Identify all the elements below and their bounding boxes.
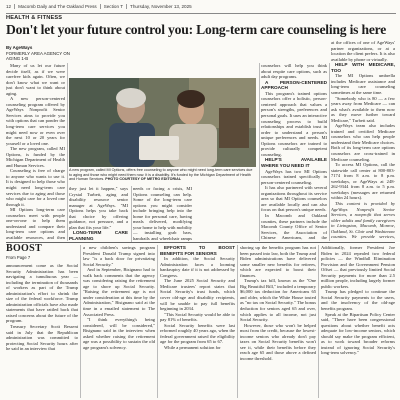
photo-illustration <box>69 78 256 167</box>
boost-column-3 <box>160 245 235 398</box>
paragraph: However, those who won't be helped most from the credit, because the lowest-income seniors who already don't pay taxes on Social Security benefits won't see it, while their benefits before they reach age 65 and those above a defined income threshold. <box>240 322 316 361</box>
section-label: HEALTH & FITNESS <box>6 15 63 21</box>
page-header <box>6 4 396 14</box>
section-name: Section T <box>103 4 124 9</box>
article-column-2 <box>69 186 128 242</box>
paragraph: Additionally, former President Joe Biden in 2024 repealed two federal policies — the Windfall Elimination Provision and the Government Pension Offset — that previously limited Social Security payments for more than 2.5 million people, including largely former public workers. <box>321 245 395 289</box>
paragraph: A new person-centered counseling program offered by AgeWays Nonprofit Senior Services aims to provide you with options that can ponder the long-term care services you might need now or even over the next 10 or 20 years for yourself or a loved one. <box>6 96 65 146</box>
paragraph: Speak at the Bipartisan Policy Center said, "There have been congressional questions about whether benefit acts adequate for low-income seniors, which should say make the program efficient, as to work toward broader reforms instead of ignoring Social Security's long-term solvency." <box>321 311 395 356</box>
page-number: 12 <box>6 4 12 9</box>
byline-org2: AGING 1-B <box>6 56 29 62</box>
boost-jump-line: From Page 7 <box>6 255 31 260</box>
caption-credit: PHOTO COURTESY OF METRO EDITORIAL <box>105 177 182 181</box>
subhead-efforts: EFFORTS TO BOOST BENEFITS FOR SENIORS <box>160 245 235 256</box>
byline-author: By AgeWays <box>6 45 33 50</box>
paragraph: Treasury Secretary Scott Bessent said in July that the Republican administration was committed to protecting Social Security hours after he said in an interview that <box>6 324 78 352</box>
paragraph: The MI Options umbrella includes Medicare assistance and long-term care counseling sometimes at the same time. <box>331 73 395 96</box>
paper-name: Macomb Daily and The Oakland Press <box>18 4 97 9</box>
paragraph: And in September, Bisignano had to walk back comments that the agency was considering raising the retirement age to shore up Social Security. "Raising the retirement age is not under consideration at this time by the Administration," Bisignano said at the time in a emailed statement to The Associated Press. <box>83 267 155 317</box>
paragraph: In Macomb and Oakland counties, these partners include the Macomb County Office of Senior Services, the Association of Chinese Americans, and the <box>261 212 327 241</box>
paragraph: "Somebody who is 80 — a few years away from Medicare — can ask what's available to them now as they move further toward Medicare," Turbett said. <box>331 95 395 123</box>
caption-text: A new program, called MI Options, offers free counseling to anyone who might need long-term care services due to aging and those who might need them now. It is a disability. It's funded by the Michigan Department of Health and Human Services. <box>69 168 253 181</box>
paragraph: they just let it happen," says Crystal Turbett, aging and disability resource senior manager at AgeWays. "MI Options helps you take back that choice by offering guidance, not pressure, and a plan that fits your life." <box>69 186 128 230</box>
byline <box>6 45 70 62</box>
paragraph-sponsor: This content is provided by AgeWays Nonprofit Senior Services, a nonprofit that serves older adults and family caregivers in Livingston, Macomb, Monroe, Oakland, St. Clair and Washtenaw counties. We provide services, <box>331 200 395 240</box>
issue-date: Thursday, November 13, 2025 <box>130 4 192 9</box>
boost-column-1 <box>6 263 78 398</box>
section-divider <box>6 242 395 243</box>
headline: Don't let your future control you: Long-term care counseling is here <box>6 22 387 37</box>
boost-column-5 <box>321 245 395 398</box>
article-photo <box>69 78 256 167</box>
paragraph: a new children's savings program President Donald Trump signed into law "is a back door for privatizing Social Security." <box>83 245 155 267</box>
article-column-3 <box>133 186 192 242</box>
paragraph: This program's trained options counselors offer a holistic, person-centered approach that values a person's strengths, preferences and personal goals. It uses an interactive counseling process to build relationships and establish trust in order to understand a person's unique preferences and needs. MI Options counselors are trained to provide culturally competent counseling. <box>261 90 327 157</box>
subhead-medicare: HELP WITH MEDICARE, TOO <box>331 62 395 73</box>
subhead-help-available: HELP'S AVAILABLE WHERE YOU NEED IT <box>261 157 327 168</box>
paragraph: Counseling is free of charge to anyone who wants to use it. It is designed to help those who might need long-term care services due to aging and those who might care for a loved one through it. <box>6 168 65 207</box>
paragraph: In addition, the Social Security Administration faces a looming bankruptcy date if it is not addressed by Congress. <box>160 256 235 278</box>
photo-caption <box>69 168 255 182</box>
paragraph: MI Options long-term care counselors meet with people one-on-one to help them understand and compare their long-term care options and available resources, and then <box>6 207 65 240</box>
boost-title: BOOST <box>6 243 42 254</box>
article-column-1 <box>6 63 65 241</box>
paragraph: shoring up the benefits program has not been passed into law, both the Trump and Biden administrations have delivered some smaller new benefits for retirees, which are expected to boost their finances. <box>240 245 316 278</box>
subhead-long-term-care: LONG-TERM CARE PLANNING <box>69 230 128 241</box>
paragraph: "This Social Security would be able to pay 81% of benefits. <box>160 311 235 323</box>
paragraph: The June 2025 Social Security and Medicare trustees' report states that Social Security's trust funds, which cover old-age and disability recipients, will be unable to pay full benefits beginning in 2034. <box>160 278 235 312</box>
paragraph: needs or facing a crisis, MI Options counseling can help. Some of the long-term care options you might consider include bringing help into the home for personal care, having meals delivered, modifying your home to help with mobility — installing grab bars, handrails and wheelchair ramps <box>133 186 192 241</box>
paragraph: The new program, called MI Options, is funded by the Michigan Department of Health and Human Services. <box>6 146 65 168</box>
boost-column-2 <box>83 245 155 398</box>
paragraph: Trump has pledged to continue the Social Security payments to the users, and the insolvency of the old-age benefits program. <box>321 289 395 312</box>
boost-column-4 <box>240 245 316 398</box>
paragraph: "I think everything's being considered, will be considered," Bisignano said in the interview when asked whether raising the retirement age was a possibility to sustain the old age program's solvency. <box>83 317 155 350</box>
paragraph: AgeWays team also includes trained and certified Medicare counselors who can help people understand their Medicare choices. Both of its long-term care options counselors are cross-trained in Medicare counseling. <box>331 123 395 162</box>
paragraph: announcement come as the Social Security Administration has been navigating a tumultuous year — including the termination of thousands of workers as part of the Trump administration's effort to shrink the size of the federal workforce. Trump administration officials have also made statements that have rattled back that raised concerns about the future of the program. <box>6 263 78 324</box>
paragraph: at the offices of one of AgeWays' partner organizations, or at a location the client prefers. It is also available by phone or virtually. <box>331 40 395 62</box>
paragraph: It has also partnered with several organizations throughout its service area so that MI Options counselors are available locally and can also focus on that person's unique needs. <box>261 185 327 213</box>
paragraph: While a permanent solution for <box>164 344 221 350</box>
paragraph: counselors will help you think about respite care options, such as adult day programs. <box>261 63 327 80</box>
paragraph: Many of us let our future decide itself, as if we were carefree kids again. Often, we don't know what we want or just don't want to think about aging. <box>6 63 65 96</box>
paragraph: To access MI Options, call the statewide call center at 800-803-7174 from 8 a.m. to 8 p.m. weekdays, or AgeWays at 248-262-9344 from 8 a.m. to 5 p.m. weekdays (messages are returned within 24 hours). <box>331 162 395 201</box>
paragraph: Social Security benefits were last reformed roughly 40 years ago, when the federal government raised the eligibility age for the program from 65 to 67. <box>160 322 235 345</box>
article-column-5 <box>331 40 395 241</box>
article-column-4 <box>261 63 327 241</box>
paragraph: Trump's tax bill, known as the "One Big Beautiful Bill," included a temporary $6,000 tax deduction for Americans 65 and older, which the White House touted as "no tax on Social Security." The bonus deduction for seniors aged 65 and over, which applies to all income, not just Social Security. <box>240 278 316 323</box>
byline-org: FORMERLY AREA AGENCY ON <box>6 50 70 56</box>
paragraph: AgeWays has two MI Options counselors trained specifically in person-centered counseling. <box>261 168 327 185</box>
subhead-person-centered: A PERSON-CENTERED APPROACH <box>261 79 327 91</box>
